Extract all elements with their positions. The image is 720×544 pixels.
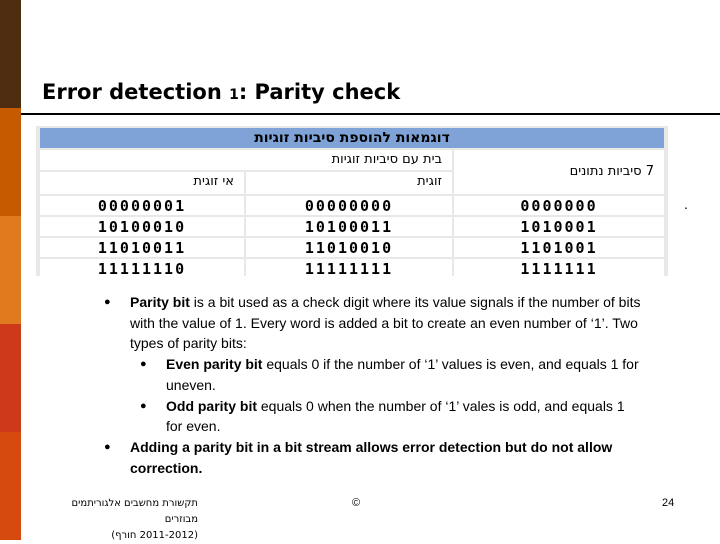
footer-course-title: תקשורת מחשבים אלגוריתמים מבוזרים bbox=[71, 498, 198, 525]
table-cell-even: 11111111 bbox=[246, 259, 452, 276]
table-cell-odd: 11111110 bbox=[40, 259, 244, 276]
footer-copyright: © bbox=[352, 497, 361, 509]
sidebar-band bbox=[0, 324, 21, 432]
sub-bullet-odd bbox=[130, 396, 644, 437]
term-even-parity: Even parity bit bbox=[166, 356, 263, 373]
table-cell-odd: 11010011 bbox=[40, 238, 244, 257]
sidebar-band bbox=[0, 432, 21, 540]
footer-course-term: (2011-2012 חורף) bbox=[111, 530, 198, 541]
bullet-icon: ● bbox=[104, 440, 111, 453]
bullet-icon: ● bbox=[104, 296, 111, 308]
table-cell-odd: 00000001 bbox=[40, 196, 244, 215]
slide-title bbox=[42, 80, 400, 104]
even-parity-header: זוגית bbox=[246, 172, 452, 194]
sidebar-band bbox=[0, 216, 21, 324]
sidebar-band bbox=[0, 0, 21, 108]
bullet-icon: ● bbox=[140, 358, 147, 371]
sub-bullet-even bbox=[130, 354, 644, 395]
footer-course bbox=[38, 496, 198, 544]
parity-group-header: בית עם סיביות זוגיות bbox=[40, 150, 452, 170]
bullet-text: Adding a parity bit in a bit stream allows error detection but do not allow correction. bbox=[130, 438, 613, 476]
parity-examples-table bbox=[36, 126, 668, 276]
table-cell-data: 1111111 bbox=[454, 259, 664, 276]
term-odd-parity: Odd parity bit bbox=[166, 397, 257, 414]
bullet-text: equals 0 when the number of ‘1’ vales is odd, and equals 1 for even. bbox=[166, 397, 625, 435]
table-cell-data: 0000000 bbox=[454, 196, 664, 215]
odd-parity-header: אי זוגית bbox=[40, 172, 244, 194]
term-parity-bit: Parity bit bbox=[130, 294, 190, 310]
table-cell-even: 10100011 bbox=[246, 217, 452, 236]
table-cell-even: 11010010 bbox=[246, 238, 452, 257]
sidebar-band bbox=[0, 108, 21, 216]
stray-dot: . bbox=[684, 196, 688, 212]
title-number: 1 bbox=[229, 87, 239, 103]
title-main: Error detection bbox=[42, 80, 230, 104]
bullet-error-detection bbox=[104, 437, 644, 478]
slide-body bbox=[104, 292, 644, 478]
data-bits-header: 7 סיביות נתונים bbox=[454, 150, 664, 194]
bullet-icon: ● bbox=[140, 399, 147, 412]
bullet-text: is a bit used as a check digit where its value signals if the number of bits with the value of 1. Every word is added a bit to create an even number of ‘1’. Two types of parity bits: bbox=[130, 294, 641, 352]
title-rest: : Parity check bbox=[238, 80, 401, 104]
table-cell-data: 1101001 bbox=[454, 238, 664, 257]
bullet-text: equals 0 if the number of ‘1’ values is even, and equals 1 for uneven. bbox=[166, 356, 639, 393]
title-divider bbox=[21, 113, 720, 115]
table-cell-odd: 10100010 bbox=[40, 217, 244, 236]
table-cell-even: 00000000 bbox=[246, 196, 452, 215]
bullet-parity-bit bbox=[104, 292, 644, 354]
table-cell-data: 1010001 bbox=[454, 217, 664, 236]
decorative-sidebar bbox=[0, 0, 21, 540]
page-number: 24 bbox=[662, 497, 675, 509]
table-header: דוגמאות להוספת סיביות זוגיות bbox=[40, 128, 664, 148]
